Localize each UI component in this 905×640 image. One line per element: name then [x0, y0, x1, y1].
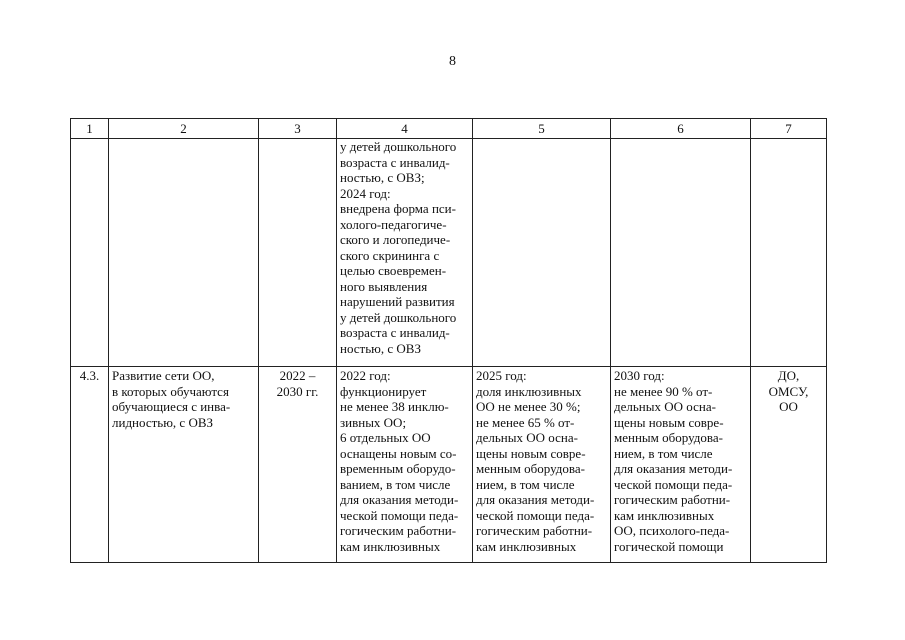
text-line: ностью, с ОВЗ;: [340, 170, 425, 185]
empty-cell: [71, 139, 109, 367]
text-line: для оказания методи-: [476, 492, 595, 507]
text-line: ДО,: [777, 368, 800, 383]
table-row-4-3: [71, 367, 827, 563]
text-line: нарушений развития: [340, 294, 455, 309]
text-line: щены новым совре-: [476, 445, 586, 461]
empty-cell: [259, 139, 337, 367]
text-line: временным оборудо-: [340, 461, 456, 476]
column-number: 3: [259, 119, 337, 139]
text-line: зивных ОО;: [340, 414, 407, 430]
text-line: 2022 год:: [340, 368, 391, 383]
text-line: ного выявления: [340, 278, 428, 294]
text-line: внедрена форма пси-: [340, 201, 456, 216]
measure-name-cell: [109, 367, 259, 563]
text-line: ского скрининга с: [340, 247, 440, 263]
result-2022-cell: [337, 367, 473, 563]
text-line: кам инклюзивных: [340, 538, 441, 554]
text-line: 2025 год:: [476, 368, 527, 383]
text-line: гогическим работни-: [476, 523, 593, 538]
text-line: для оказания методи-: [614, 461, 733, 476]
text-line: ванием, в том числе: [340, 476, 451, 492]
text-line: ОО: [779, 399, 798, 414]
text-line: ностью, с ОВЗ: [340, 340, 421, 356]
empty-cell: [611, 139, 751, 367]
text-line: нием, в том числе: [614, 445, 713, 461]
text-line: доля инклюзивных: [476, 383, 582, 399]
text-line: не менее 38 инклю-: [340, 399, 449, 414]
text-line: у детей дошкольного: [340, 309, 457, 325]
result-cell: [337, 139, 473, 367]
empty-cell: [473, 139, 611, 367]
text-line: оснащены новым со-: [340, 445, 457, 461]
text-line: гогическим работни-: [614, 492, 731, 507]
text-line: холого-педагогиче-: [340, 216, 447, 232]
column-number: 6: [611, 119, 751, 139]
column-number: 7: [751, 119, 827, 139]
text-line: ОО, психолого-педа-: [614, 523, 730, 538]
text-line: лидностью, с ОВЗ: [112, 414, 214, 430]
text-line: 2030 год:: [614, 368, 665, 383]
responsible-cell: [751, 367, 827, 563]
text-line: 6 отдельных ОО: [340, 430, 431, 445]
text-line: не менее 90 % от-: [614, 383, 713, 399]
text-line: ОО не менее 30 %;: [476, 399, 581, 414]
text-line: 2024 год:: [340, 185, 391, 201]
text-line: гогическим работни-: [340, 523, 457, 538]
text-line: не менее 65 % от-: [476, 414, 575, 430]
text-line: гогической помощи: [614, 538, 724, 554]
column-number: 5: [473, 119, 611, 139]
text-line: менным оборудова-: [476, 461, 585, 476]
column-number-row: [71, 119, 827, 139]
period-cell: [259, 367, 337, 563]
text-line: ОМСУ,: [768, 383, 809, 399]
column-number: 2: [109, 119, 259, 139]
table-row-continued: [71, 139, 827, 367]
text-line: 2022 –: [279, 368, 316, 383]
text-line: 2030 гг.: [276, 383, 319, 399]
text-line: дельных ОО осна-: [476, 430, 578, 445]
result-2025-cell: [473, 367, 611, 563]
text-line: щены новым совре-: [614, 414, 724, 430]
text-line: Развитие сети ОО,: [112, 368, 215, 383]
text-line: ческой помощи педа-: [614, 476, 733, 492]
text-line: ческой помощи педа-: [476, 507, 595, 523]
measures-table: [70, 118, 827, 563]
text-line: ского и логопедиче-: [340, 232, 451, 247]
text-line: в которых обучаются: [112, 383, 229, 399]
row-number: 4.3.: [71, 367, 109, 563]
text-line: для оказания методи-: [340, 492, 459, 507]
empty-cell: [109, 139, 259, 367]
text-line: менным оборудова-: [614, 430, 723, 445]
text-line: функционирует: [340, 383, 427, 399]
text-line: возраста с инвалид-: [340, 325, 450, 340]
column-number: 1: [71, 119, 109, 139]
text-line: обучающиеся с инва-: [112, 399, 231, 414]
text-line: возраста с инвалид-: [340, 154, 450, 170]
result-2030-cell: [611, 367, 751, 563]
text-line: у детей дошкольного: [340, 139, 457, 154]
text-line: ческой помощи педа-: [340, 507, 459, 523]
text-line: нием, в том числе: [476, 476, 575, 492]
page-number: 8: [449, 54, 456, 69]
text-line: дельных ОО осна-: [614, 399, 716, 414]
text-line: кам инклюзивных: [476, 538, 577, 554]
text-line: кам инклюзивных: [614, 507, 715, 523]
column-number: 4: [337, 119, 473, 139]
text-line: целью своевремен-: [340, 263, 447, 278]
empty-cell: [751, 139, 827, 367]
